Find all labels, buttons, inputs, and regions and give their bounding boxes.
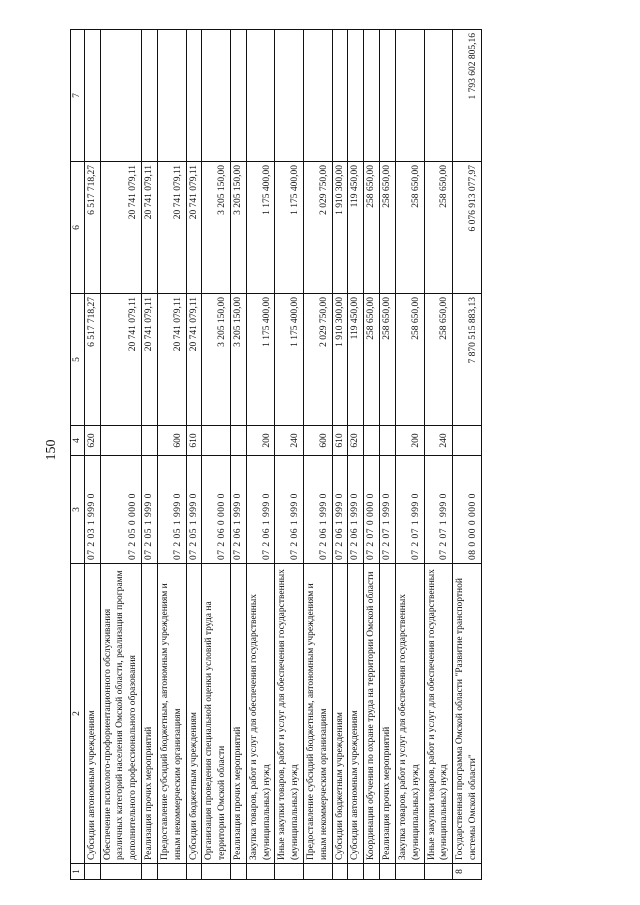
code-cell: 07 2 06 1 999 0 bbox=[304, 456, 333, 564]
kvr-cell bbox=[142, 426, 158, 456]
code-cell: 07 2 05 1 999 0 bbox=[142, 456, 158, 564]
table-row bbox=[100, 30, 141, 880]
table-row bbox=[395, 30, 424, 880]
kvr-cell: 610 bbox=[186, 426, 202, 456]
code-cell: 07 2 07 0 000 0 bbox=[364, 456, 380, 564]
budget-table-rotated bbox=[70, 30, 550, 880]
amount-col7-cell bbox=[230, 30, 246, 162]
code-cell: 07 2 05 0 000 0 bbox=[100, 456, 141, 564]
name-cell: Закупка товаров, работ и услуг для обеспечения государственных (муниципальных) нужд bbox=[246, 564, 275, 864]
kvr-cell: 240 bbox=[275, 426, 304, 456]
amount-col5-cell: 258 650,00 bbox=[395, 294, 424, 426]
table-row bbox=[380, 30, 396, 880]
row-index-cell bbox=[202, 864, 231, 880]
name-cell: Иные закупки товаров, работ и услуг для обеспечения государственных (муниципальных) нужд bbox=[424, 564, 453, 864]
table-row bbox=[84, 30, 100, 880]
kvr-cell: 610 bbox=[332, 426, 348, 456]
code-cell: 07 2 03 1 999 0 bbox=[84, 456, 100, 564]
table-row bbox=[186, 30, 202, 880]
kvr-cell: 600 bbox=[304, 426, 333, 456]
row-index-cell bbox=[304, 864, 333, 880]
amount-col7-cell bbox=[304, 30, 333, 162]
amount-col7-cell bbox=[380, 30, 396, 162]
row-index-cell bbox=[230, 864, 246, 880]
code-cell: 07 2 06 1 999 0 bbox=[348, 456, 364, 564]
code-cell: 07 2 05 1 999 0 bbox=[186, 456, 202, 564]
code-cell: 07 2 06 1 999 0 bbox=[332, 456, 348, 564]
amount-col7-cell bbox=[186, 30, 202, 162]
name-cell: Предоставление субсидий бюджетным, автономным учреждениям и иным некоммерческим организациям bbox=[157, 564, 186, 864]
table-row bbox=[364, 30, 380, 880]
name-cell: Координация обучения по охране труда на территории Омской области bbox=[364, 564, 380, 864]
name-cell: Организация проведения специальной оценки условий труда на территории Омской области bbox=[202, 564, 231, 864]
header-cell: 4 bbox=[71, 426, 85, 456]
amount-col7-cell bbox=[395, 30, 424, 162]
amount-col5-cell: 119 450,00 bbox=[348, 294, 364, 426]
name-cell: Реализация прочих мероприятий bbox=[380, 564, 396, 864]
amount-col7-cell bbox=[364, 30, 380, 162]
amount-col5-cell: 20 741 079,11 bbox=[100, 294, 141, 426]
table-row bbox=[332, 30, 348, 880]
kvr-cell bbox=[364, 426, 380, 456]
name-cell: Обеспечение психолого-профориентационного обслуживания различных категорий населения Омской области, реализация программ дополнительного профессионального образования bbox=[100, 564, 141, 864]
name-cell: Закупка товаров, работ и услуг для обеспечения государственных (муниципальных) нужд bbox=[395, 564, 424, 864]
code-cell: 07 2 06 1 999 0 bbox=[230, 456, 246, 564]
code-cell: 08 0 00 0 000 0 bbox=[453, 456, 482, 564]
amount-col7-cell bbox=[157, 30, 186, 162]
amount-col6-cell: 20 741 079,11 bbox=[157, 162, 186, 294]
amount-col5-cell: 258 650,00 bbox=[424, 294, 453, 426]
name-cell: Иные закупки товаров, работ и услуг для обеспечения государственных (муниципальных) нужд bbox=[275, 564, 304, 864]
amount-col7-cell bbox=[348, 30, 364, 162]
amount-col7-cell bbox=[142, 30, 158, 162]
amount-col5-cell: 2 029 750,00 bbox=[304, 294, 333, 426]
kvr-cell bbox=[202, 426, 231, 456]
amount-col5-cell: 1 175 400,00 bbox=[246, 294, 275, 426]
amount-col5-cell: 20 741 079,11 bbox=[157, 294, 186, 426]
amount-col6-cell: 6 076 913 077,97 bbox=[453, 162, 482, 294]
kvr-cell bbox=[380, 426, 396, 456]
amount-col5-cell: 1 175 400,00 bbox=[275, 294, 304, 426]
amount-col7-cell bbox=[202, 30, 231, 162]
amount-col5-cell: 258 650,00 bbox=[380, 294, 396, 426]
row-index-cell bbox=[142, 864, 158, 880]
row-index-cell: 8 bbox=[453, 864, 482, 880]
row-index-cell bbox=[100, 864, 141, 880]
name-cell: Реализация прочих мероприятий bbox=[142, 564, 158, 864]
row-index-cell bbox=[364, 864, 380, 880]
row-index-cell bbox=[186, 864, 202, 880]
row-index-cell bbox=[424, 864, 453, 880]
row-index-cell bbox=[380, 864, 396, 880]
name-cell: Предоставление субсидий бюджетным, автономным учреждениям и иным некоммерческим организациям bbox=[304, 564, 333, 864]
code-cell: 07 2 06 1 999 0 bbox=[246, 456, 275, 564]
kvr-cell: 200 bbox=[246, 426, 275, 456]
row-index-cell bbox=[332, 864, 348, 880]
code-cell: 07 2 07 1 999 0 bbox=[395, 456, 424, 564]
amount-col6-cell: 258 650,00 bbox=[364, 162, 380, 294]
table-row bbox=[142, 30, 158, 880]
amount-col6-cell: 6 517 718,27 bbox=[84, 162, 100, 294]
kvr-cell bbox=[100, 426, 141, 456]
name-cell: Субсидии автономным учреждениям bbox=[348, 564, 364, 864]
table-row bbox=[275, 30, 304, 880]
header-cell: 7 bbox=[71, 30, 85, 162]
row-index-cell bbox=[84, 864, 100, 880]
name-cell: Субсидии бюджетным учреждениям bbox=[186, 564, 202, 864]
amount-col7-cell bbox=[84, 30, 100, 162]
amount-col5-cell: 6 517 718,27 bbox=[84, 294, 100, 426]
table-row bbox=[304, 30, 333, 880]
amount-col7-cell bbox=[246, 30, 275, 162]
header-cell: 1 bbox=[71, 864, 85, 880]
table-row bbox=[424, 30, 453, 880]
amount-col7-cell bbox=[332, 30, 348, 162]
code-cell: 07 2 06 0 000 0 bbox=[202, 456, 231, 564]
amount-col6-cell: 3 205 150,00 bbox=[202, 162, 231, 294]
kvr-cell bbox=[453, 426, 482, 456]
row-index-cell bbox=[348, 864, 364, 880]
kvr-cell: 620 bbox=[84, 426, 100, 456]
amount-col5-cell: 20 741 079,11 bbox=[142, 294, 158, 426]
amount-col6-cell: 20 741 079,11 bbox=[100, 162, 141, 294]
amount-col5-cell: 3 205 150,00 bbox=[230, 294, 246, 426]
amount-col5-cell: 3 205 150,00 bbox=[202, 294, 231, 426]
header-cell: 3 bbox=[71, 456, 85, 564]
amount-col6-cell: 1 910 300,00 bbox=[332, 162, 348, 294]
amount-col6-cell: 3 205 150,00 bbox=[230, 162, 246, 294]
amount-col7-cell bbox=[424, 30, 453, 162]
table-row bbox=[202, 30, 231, 880]
amount-col5-cell: 258 650,00 bbox=[364, 294, 380, 426]
kvr-cell: 620 bbox=[348, 426, 364, 456]
code-cell: 07 2 06 1 999 0 bbox=[275, 456, 304, 564]
amount-col7-cell: 1 793 602 805,16 bbox=[453, 30, 482, 162]
budget-table bbox=[70, 29, 482, 880]
amount-col6-cell: 20 741 079,11 bbox=[186, 162, 202, 294]
kvr-cell: 240 bbox=[424, 426, 453, 456]
header-cell: 5 bbox=[71, 294, 85, 426]
row-index-cell bbox=[157, 864, 186, 880]
amount-col7-cell bbox=[275, 30, 304, 162]
name-cell: Субсидии бюджетным учреждениям bbox=[332, 564, 348, 864]
table-row bbox=[348, 30, 364, 880]
amount-col5-cell: 7 870 515 883,13 bbox=[453, 294, 482, 426]
amount-col6-cell: 258 650,00 bbox=[424, 162, 453, 294]
code-cell: 07 2 07 1 999 0 bbox=[424, 456, 453, 564]
amount-col6-cell: 258 650,00 bbox=[380, 162, 396, 294]
amount-col7-cell bbox=[100, 30, 141, 162]
page-number: 150 bbox=[44, 439, 59, 461]
amount-col6-cell: 258 650,00 bbox=[395, 162, 424, 294]
header-cell: 6 bbox=[71, 162, 85, 294]
kvr-cell bbox=[230, 426, 246, 456]
table-row bbox=[230, 30, 246, 880]
amount-col6-cell: 1 175 400,00 bbox=[246, 162, 275, 294]
amount-col5-cell: 20 741 079,11 bbox=[186, 294, 202, 426]
code-cell: 07 2 07 1 999 0 bbox=[380, 456, 396, 564]
table-row bbox=[246, 30, 275, 880]
name-cell: Субсидии автономным учреждениям bbox=[84, 564, 100, 864]
row-index-cell bbox=[246, 864, 275, 880]
table-header-row bbox=[71, 30, 85, 880]
code-cell: 07 2 05 1 999 0 bbox=[157, 456, 186, 564]
amount-col5-cell: 1 910 300,00 bbox=[332, 294, 348, 426]
table-body bbox=[71, 30, 482, 880]
amount-col6-cell: 119 450,00 bbox=[348, 162, 364, 294]
kvr-cell: 200 bbox=[395, 426, 424, 456]
table-row bbox=[157, 30, 186, 880]
table-row bbox=[453, 30, 482, 880]
header-cell: 2 bbox=[71, 564, 85, 864]
kvr-cell: 600 bbox=[157, 426, 186, 456]
name-cell: Реализация прочих мероприятий bbox=[230, 564, 246, 864]
row-index-cell bbox=[275, 864, 304, 880]
name-cell: Государственная программа Омской области "Развитие транспортной системы Омской области" bbox=[453, 564, 482, 864]
amount-col6-cell: 20 741 079,11 bbox=[142, 162, 158, 294]
row-index-cell bbox=[395, 864, 424, 880]
amount-col6-cell: 2 029 750,00 bbox=[304, 162, 333, 294]
amount-col6-cell: 1 175 400,00 bbox=[275, 162, 304, 294]
